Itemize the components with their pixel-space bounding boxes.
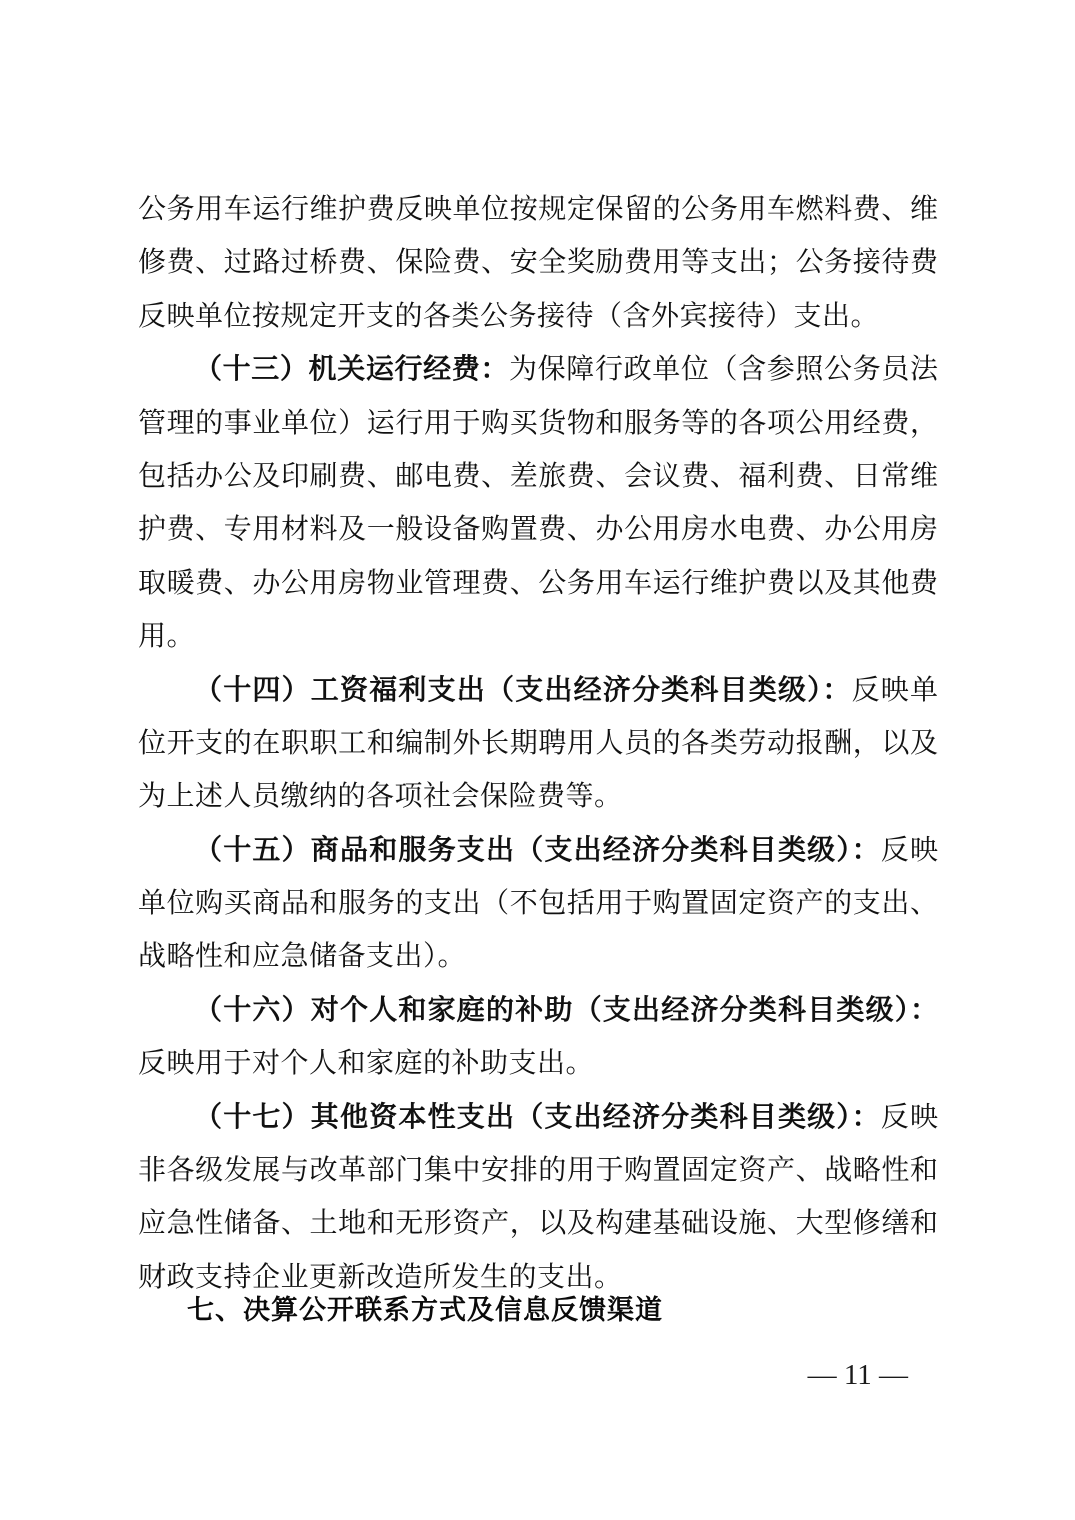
body-text: 战略性和应急储备支出）。	[138, 941, 467, 973]
body-text: 修费、过路过桥费、保险费、安全奖励费用等支出；公务接待费	[138, 247, 938, 279]
page-number: — 11 —	[807, 1359, 908, 1392]
bold-lead-text: （十五）商品和服务支出（支出经济分类科目类级）：	[194, 834, 881, 866]
body-text: 反映	[880, 834, 938, 866]
body-text: 财政支持企业更新改造所发生的支出。	[138, 1261, 623, 1293]
text-line	[138, 557, 938, 610]
body-text: 反映单	[851, 674, 938, 706]
body-text: 反映用于对个人和家庭的补助支出。	[138, 1048, 595, 1080]
paragraph	[138, 984, 938, 1091]
body-text: 位开支的在职职工和编制外长期聘用人员的各类劳动报酬，以及	[138, 727, 938, 759]
text-line	[138, 1197, 938, 1250]
body-paragraphs	[138, 183, 938, 1304]
body-text: 为保障行政单位（含参照公务员法	[509, 354, 938, 386]
body-text: 护费、专用材料及一般设备购置费、办公用房水电费、办公用房	[138, 514, 938, 546]
bold-lead-text: （十七）其他资本性支出（支出经济分类科目类级）：	[194, 1101, 881, 1133]
text-line	[138, 984, 938, 1037]
body-text: 用。	[138, 621, 196, 653]
text-line	[138, 397, 938, 450]
paragraph	[138, 183, 938, 343]
text-line	[138, 1037, 938, 1090]
body-text: 单位购买商品和服务的支出（不包括用于购置固定资产的支出、	[138, 888, 938, 920]
paragraph	[138, 824, 938, 984]
body-text: 管理的事业单位）运行用于购买货物和服务等的各项公用经费，	[138, 407, 938, 439]
body-text: 取暖费、办公用房物业管理费、公务用车运行维护费以及其他费	[138, 567, 938, 599]
bold-lead-text: （十四）工资福利支出（支出经济分类科目类级）：	[194, 674, 852, 706]
text-line	[138, 664, 938, 717]
text-line	[138, 183, 938, 236]
text-line	[138, 343, 938, 396]
section-heading: 七、决算公开联系方式及信息反馈渠道	[187, 1295, 663, 1326]
text-line	[138, 770, 938, 823]
paragraph	[138, 664, 938, 824]
text-line	[138, 1091, 938, 1144]
body-text: 非各级发展与改革部门集中安排的用于购置固定资产、战略性和	[138, 1155, 938, 1187]
paragraph	[138, 1091, 938, 1305]
text-line	[138, 450, 938, 503]
document-content	[138, 183, 938, 1390]
body-text: 反映单位按规定开支的各类公务接待（含外宾接待）支出。	[138, 300, 880, 332]
text-line	[138, 930, 938, 983]
body-text: 公务用车运行维护费反映单位按规定保留的公务用车燃料费、维	[138, 194, 938, 225]
bold-lead-text: （十六）对个人和家庭的补助（支出经济分类科目类级）：	[194, 994, 938, 1026]
text-line	[138, 1144, 938, 1197]
text-line	[138, 717, 938, 770]
text-line	[138, 610, 938, 663]
body-text: 包括办公及印刷费、邮电费、差旅费、会议费、福利费、日常维	[138, 460, 938, 492]
text-line	[138, 503, 938, 556]
text-line	[138, 877, 938, 930]
paragraph	[138, 343, 938, 663]
text-line	[138, 824, 938, 877]
body-text: 为上述人员缴纳的各项社会保险费等。	[138, 781, 623, 813]
body-text: 应急性储备、土地和无形资产，以及构建基础设施、大型修缮和	[138, 1208, 938, 1240]
body-text: 反映	[880, 1101, 938, 1133]
bold-lead-text: （十三）机关运行经费：	[194, 354, 510, 386]
text-line	[138, 236, 938, 289]
text-line	[138, 290, 938, 343]
